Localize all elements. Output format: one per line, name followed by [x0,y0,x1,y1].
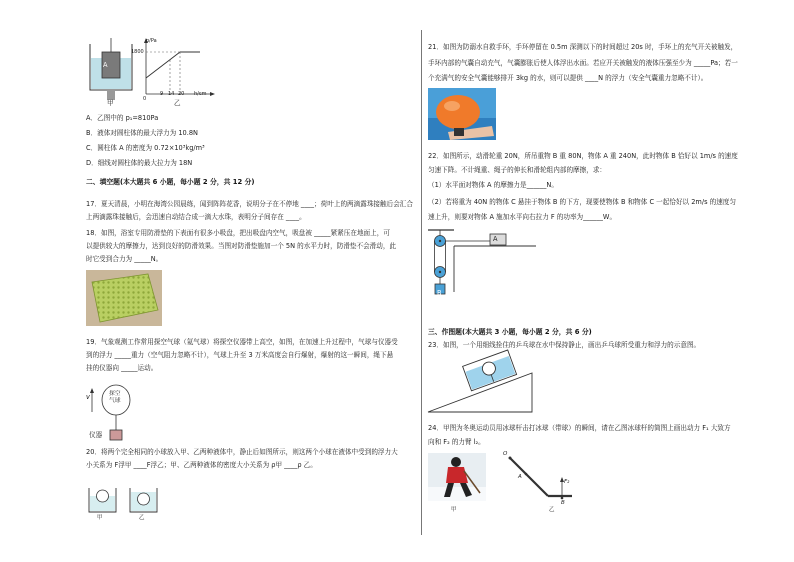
q23-line-1: 23．如图，一个用细线拴住的乒乓球在水中保持静止，画出乒乓球所受重力和浮力的示意图。 [428,341,701,349]
q20-line-1: 20．将两个完全相同的小球放入甲、乙两种液体中，静止后如图所示，则这两个小球在液体中受到的浮力大 [86,448,398,456]
ball-yi [138,493,150,505]
label-point-b: B [561,500,565,506]
q19-line-1: 19．气象观测工作常用探空气球（氦气球）将探空仪器带上高空，如图，在加速上升过程中，气球与仪器受 [86,338,398,346]
graph-y-unit: p/Pa [146,38,157,44]
option-b: B．液体对圆柱体的最大浮力为 10.8N [86,129,198,137]
graph-x-unit: h/cm [194,91,207,97]
q22-line-2: 匀速下降。不计绳重、绳子的伸长和滑轮组内部的摩擦，求： [428,166,607,174]
q21-line-1: 21．如图为防溺水自救手环，手环停留在 0.5m 深测以下的时间超过 20s 时，手环上的充气开关被触发， [428,43,738,51]
label-point-a: A [518,474,522,480]
fig-caption-yi-lever: 乙 [549,507,555,513]
beaker-caption-jia: 甲 [97,515,103,521]
q22-line-3: （1）水平面对物体 A 的摩擦力是______N。 [428,181,558,189]
option-c: C．圆柱体 A 的密度为 0.72×10³kg/m³ [86,144,205,152]
stick-shaft [510,458,548,496]
q22-line-5: 速上升，则要对物体 A 施加水平向右拉力 F 的功率为______W。 [428,213,617,221]
q24-line-1: 24．甲图为冬奥运动员用冰球杆击打冰球（带球）的瞬间，请在乙图冰球杆的简图上画出动力 F₁ 大致方 [428,424,731,432]
photo-caption-jia: 甲 [451,507,457,513]
graph-x-tick-2: 14 [168,91,175,97]
fig-caption-yi: 乙 [174,99,181,107]
q18-line-1: 18．如图，浴室专用防滑垫的下表面有很多小吸盘，把出吸盘内空气，吸盘被 _____紧紧压在地面上，可 [86,229,390,237]
q21-line-2: 手环内部的气囊自动充气，气囊膨胀后使人体浮出水面。若应开关被触发的液体压强至少为 _____Pa；若一 [428,59,738,67]
graph-line [146,52,180,78]
option-d: D．细线对圆柱体的最大拉力为 18N [86,159,193,167]
instrument-label: 仪器 [89,431,103,439]
instrument-box [110,430,122,440]
point-a [525,473,528,476]
column-divider [421,30,422,535]
graph-x-tick-3: 20 [178,91,185,97]
photo-anti-slip-mat [86,270,162,326]
label-point-o: O [503,451,508,457]
beaker-caption-yi: 乙 [139,515,145,521]
q17-line-1: 17．夏天清晨，小明在海湾公园晨练，闻到阵阵花香，说明分子在不停地 ____；荷叶上的两滴露珠接触后会汇合 [86,200,413,208]
photo-wrist-airbag [428,88,496,140]
graph-y-tick: 1800 [131,49,144,55]
ball-jia [97,490,109,502]
label-block-a: A [493,235,498,243]
section-2-title: 二、填空题(本大题共 6 小题，每小题 2 分，共 12 分) [86,178,255,186]
option-a: A．乙图中的 p₁=810Pa [86,114,159,122]
fig-ball-in-water [428,355,538,415]
fig-hockey-stick-lever [500,450,590,510]
label-force-f2: F₂ [564,479,570,485]
q22-line-1: 22．如图所示，动滑轮重 20N，所吊重物 B 重 80N，物体 A 重 240N，此时物体 B 恰好以 1m/s 的速度 [428,152,738,160]
balloon-label: 探空 气球 [109,391,121,404]
q22-line-4: （2）若将重为 40N 的物体 C 悬挂于物体 B 的下方，现要使物体 B 和物体 C 一起恰好以 2m/s 的速度匀 [428,198,736,206]
q19-line-2: 到的浮力 _____重力（空气阻力忽略不计），气球上升至 3 万米高度会自行爆射，爆射的这一瞬间，绳下悬 [86,351,394,359]
airbag [436,95,480,129]
q18-line-3: 时它受到合力为 _____N。 [86,255,163,263]
balloon-v-label: v [86,393,90,401]
section-3-title: 三、作图题(本大题共 3 小题，每小题 2 分，共 6 分) [428,328,592,336]
q20-line-2: 小关系为 F浮甲 ____F浮乙；甲、乙两种液体的密度大小关系为 ρ甲 ____ρ 乙。 [86,461,317,469]
label-cylinder-a: A [103,61,108,69]
q18-line-2: 以提供较大的摩擦力，达到良好的防滑效果。当图对防滑垫施加一个 5N 的水平力时，防滑垫不会滑动，此 [86,242,397,250]
q24-line-2: 向和 F₂ 的力臂 l₂。 [428,438,485,446]
fig-caption-jia: 甲 [107,99,114,107]
q19-line-3: 挂的仪器向 _____运动。 [86,364,158,372]
label-block-b: B [437,289,442,297]
graph-x-tick-1: 9 [160,91,164,97]
q17-line-2: 上两滴露珠接触后，会迅速自动结合成一滴大水珠，表明分子间存在 ____。 [86,213,306,221]
pivot-o [509,457,512,460]
graph-x-tick-0: 0 [143,96,147,102]
q21-line-3: 个充满气的安全气囊能够排开 3kg 的水，则可以提供 ____N 的浮力（安全气囊重力忽略不计）。 [428,74,708,82]
fig-pulley-system [428,228,538,303]
photo-hockey-player [428,453,486,501]
